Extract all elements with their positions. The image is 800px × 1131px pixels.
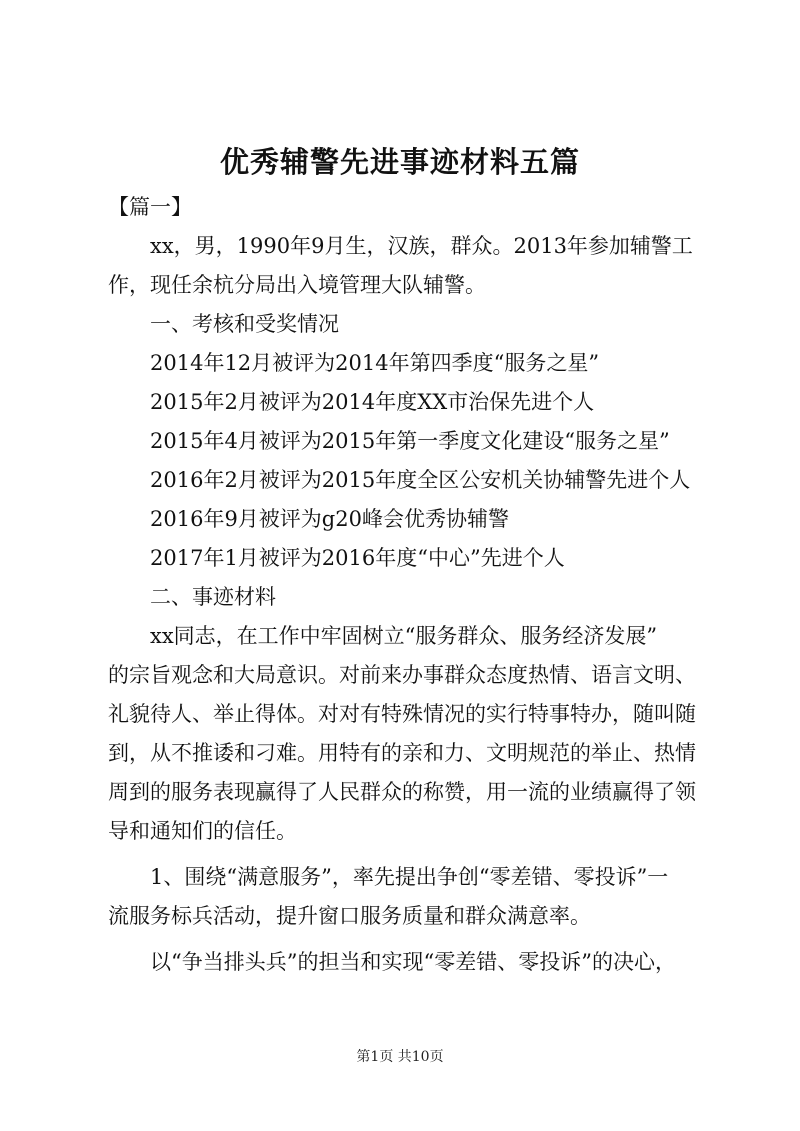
paragraph-line: xx同志，在工作中牢固树立“服务群众、服务经济发展” bbox=[150, 624, 658, 648]
paragraph-line: 到，从不推诿和刁难。用特有的亲和力、文明规范的举止、热情 bbox=[108, 741, 696, 765]
award-item: 2016年2月被评为2015年度全区公安机关协辅警先进个人 bbox=[150, 468, 691, 492]
document-title: 优秀辅警先进事迹材料五篇 bbox=[219, 145, 580, 179]
subheading-deeds: 二、事迹材料 bbox=[150, 585, 276, 609]
paragraph-line: 周到的服务表现赢得了人民群众的称赞，用一流的业绩赢得了领 bbox=[108, 780, 696, 804]
award-item: 2014年12月被评为2014年第四季度“服务之星” bbox=[150, 351, 600, 375]
paragraph-line: 作，现任余杭分局出入境管理大队辅警。 bbox=[108, 273, 486, 297]
paragraph-line: xx，男，1990年9月生，汉族，群众。2013年参加辅警工 bbox=[150, 234, 693, 258]
paragraph-line: 礼貌待人、举止得体。对对有特殊情况的实行特事特办，随叫随 bbox=[108, 702, 696, 726]
section-heading-part-one: 【篇一】 bbox=[108, 195, 192, 219]
award-item: 2015年4月被评为2015年第一季度文化建设“服务之星” bbox=[150, 429, 670, 453]
paragraph-line: 1、围绕“满意服务”，率先提出争创“零差错、零投诉”一 bbox=[150, 865, 669, 889]
paragraph-line: 的宗旨观念和大局意识。对前来办事群众态度热情、语言文明、 bbox=[108, 663, 696, 687]
page-indicator: 第1页 共10页 bbox=[356, 1049, 444, 1065]
paragraph-line: 导和通知们的信任。 bbox=[108, 819, 297, 843]
award-item: 2015年2月被评为2014年度XX市治保先进个人 bbox=[150, 390, 595, 414]
subheading-awards: 一、考核和受奖情况 bbox=[150, 312, 339, 336]
award-item: 2017年1月被评为2016年度“中心”先进个人 bbox=[150, 546, 565, 570]
paragraph-line: 以“争当排头兵”的担当和实现“零差错、零投诉”的决心， bbox=[150, 950, 676, 974]
document-body bbox=[108, 188, 722, 982]
paragraph-line: 流服务标兵活动，提升窗口服务质量和群众满意率。 bbox=[108, 904, 591, 928]
award-item: 2016年9月被评为g20峰会优秀协辅警 bbox=[150, 507, 509, 531]
